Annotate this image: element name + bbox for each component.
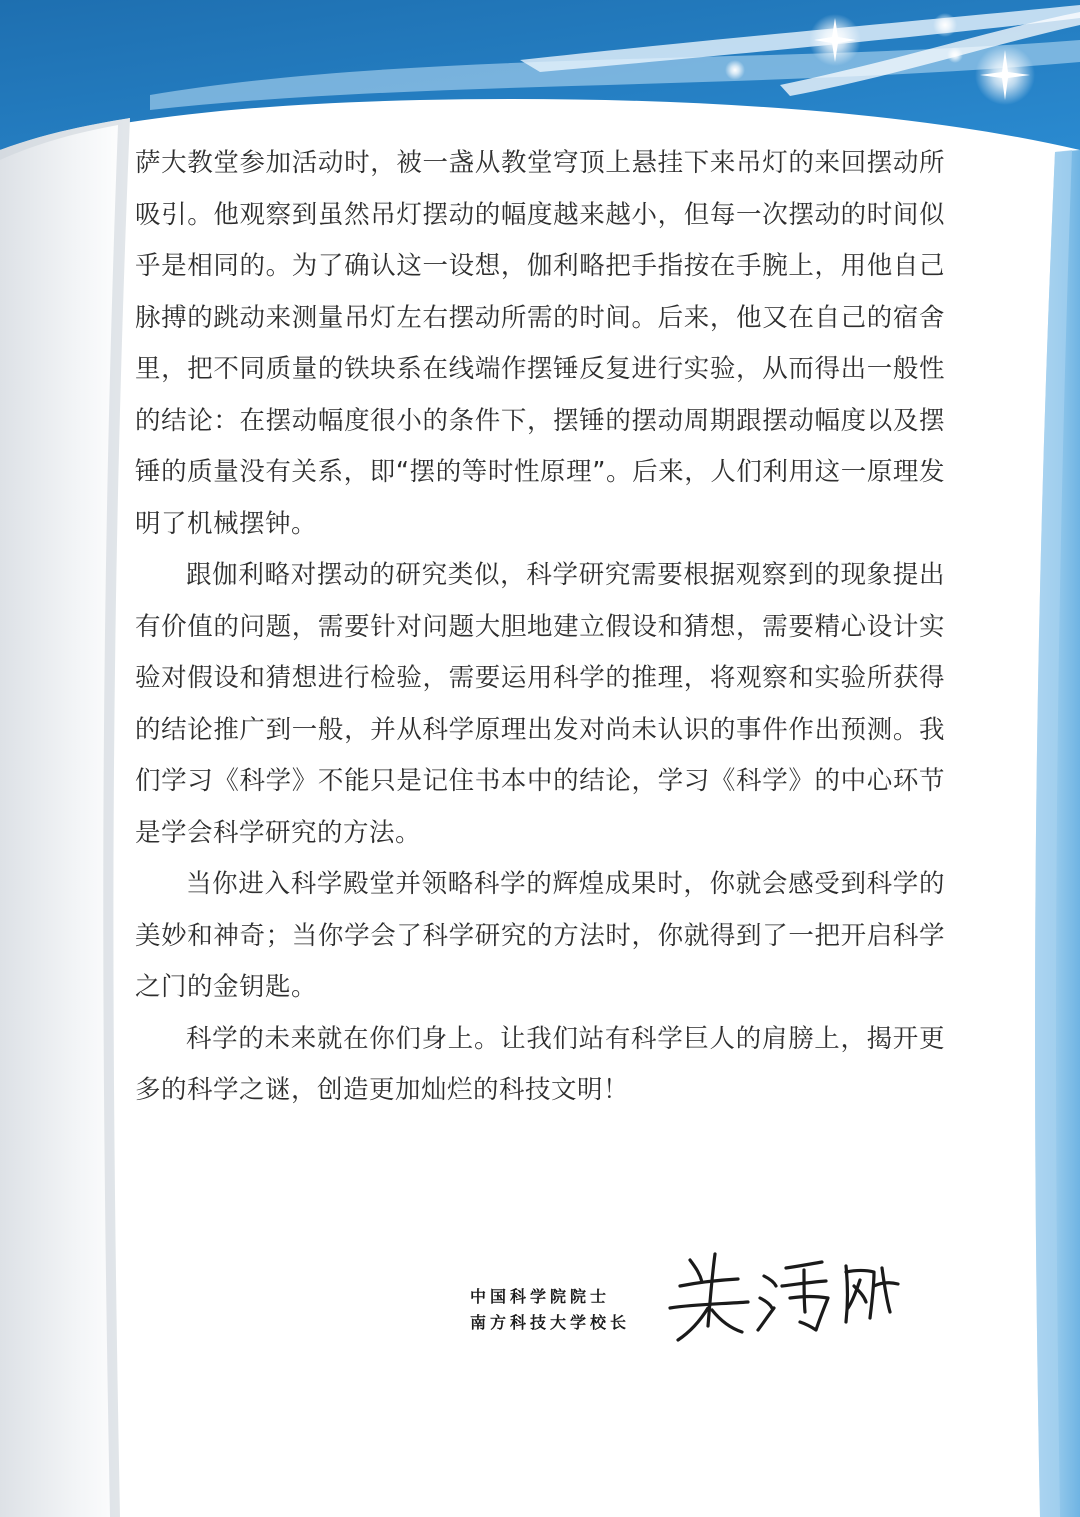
signature-title-academician: 中国科学院院士 [470, 1287, 611, 1306]
body-text [135, 138, 945, 1117]
paragraph-3: 当你进入科学殿堂并领略科学的辉煌成果时，你就会感受到科学的美妙和神奇；当你学会了科学研究的方法时，你就得到了一把开启科学之门的金钥匙。 [135, 869, 945, 1002]
signature-title-president: 南方科技大学校长 [470, 1313, 631, 1332]
paragraph-1: 萨大教堂参加活动时，被一盏从教堂穹顶上悬挂下来吊灯的来回摆动所吸引。他观察到虽然吊灯摆动的幅度越来越小，但每一次摆动的时间似乎是相同的。为了确认这一设想，伽利略把手指按在手腕上，用他自己脉搏的跳动来测量吊灯左右摆动所需的时间。后来，他又在自己的宿舍里，把不同质量的铁块系在线端作摆锤反复进行实验，从而得出一般性的结论：在摆动幅度很小的条件下，摆锤的摆动周期跟摆动幅度以及摆锤的质量没有关系，即“摆的等时性原理”。后来，人们利用这一原理发明了机械摆钟。 [135, 148, 945, 539]
signature-block [470, 1280, 920, 1360]
handwritten-signature [660, 1246, 910, 1350]
paragraph-4: 科学的未来就在你们身上。让我们站有科学巨人的肩膀上，揭开更多的科学之谜，创造更加灿烂的科技文明！ [135, 1023, 945, 1105]
paragraph-2: 跟伽利略对摆动的研究类似，科学研究需要根据观察到的现象提出有价值的问题，需要针对问题大胆地建立假设和猜想，需要精心设计实验对假设和猜想进行检验，需要运用科学的推理，将观察和实验所获得的结论推广到一般，并从科学原理出发对尚未认识的事件作出预测。我们学习《科学》不能只是记住书本中的结论，学习《科学》的中心环节是学会科学研究的方法。 [135, 560, 945, 848]
